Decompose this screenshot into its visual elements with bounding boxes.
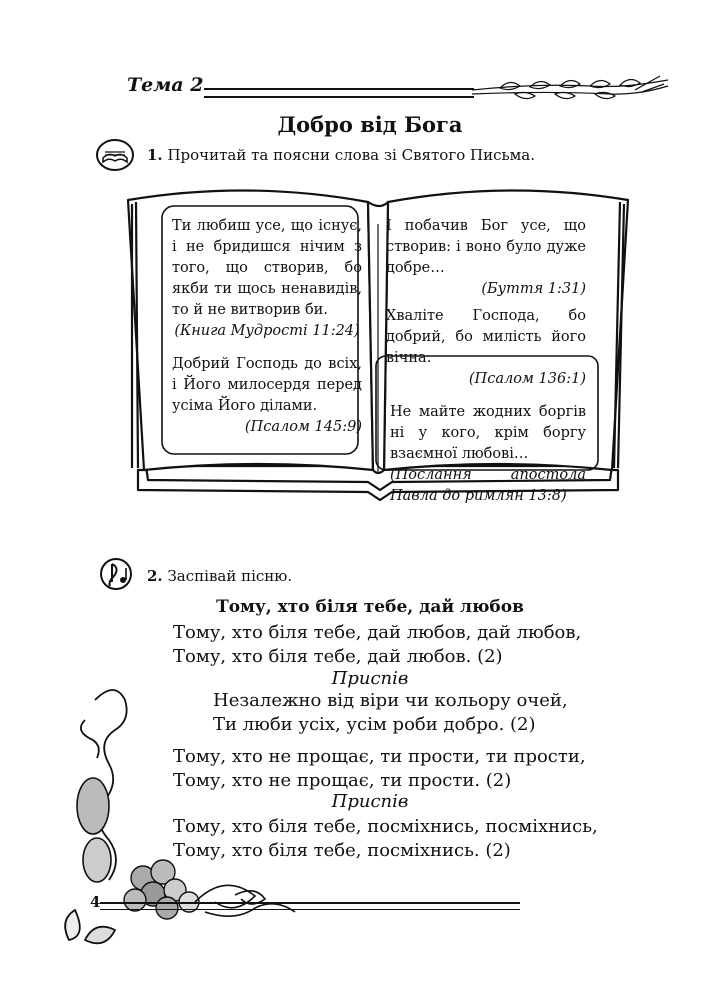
quote-genesis — [386, 216, 586, 300]
song-line: Незалежно від віри чи кольору очей, — [213, 690, 568, 711]
task-1 — [147, 146, 535, 164]
quote-reference: (Книга Мудрості 11:24) — [174, 323, 360, 339]
book-right-page — [386, 216, 586, 507]
task-2-number: 2. — [147, 567, 163, 585]
song-line: Тому, хто не прощає, ти прости, ти прости, — [173, 746, 586, 767]
quote-text: Добрий Господь до всіх, і Його милосердя перед усіма Його ділами. — [172, 356, 362, 414]
task-2-text: Заспівай пісню. — [167, 567, 293, 585]
page-title: Добро від Бога — [277, 112, 463, 137]
music-note-icon — [98, 556, 136, 592]
song-line: Тому, хто біля тебе, посміхнись. (2) — [173, 840, 511, 861]
task-1-number: 1. — [147, 146, 163, 164]
quote-text: Ти любиш усе, що існує, і не бридишся нічим з того, що створив, бо якби ти щось ненавидів, то й не витворив би. — [172, 218, 362, 318]
quote-text: Не майте жодних боргів ні у кого, крім боргу взаємної любові… — [390, 404, 586, 462]
chorus-label: Приспів — [331, 791, 409, 812]
song-title: Тому, хто біля тебе, дай любов — [216, 597, 524, 617]
song-line: Тому, хто не прощає, ти прости. (2) — [173, 770, 512, 791]
quote-romans — [386, 402, 586, 507]
quote-text: Хваліте Господа, бо добрий, бо милість його вічна. — [386, 308, 586, 366]
book-left-page — [172, 216, 362, 438]
page-number: 4 — [90, 893, 101, 911]
song-line: Тому, хто біля тебе, дай любов. (2) — [173, 646, 503, 667]
quote-reference: (Псалом 145:9) — [244, 419, 362, 435]
wheat-decoration — [470, 70, 670, 106]
song-line: Тому, хто біля тебе, посміхнись, посміхнись, — [173, 816, 598, 837]
open-book-icon — [95, 138, 135, 172]
task-1-text: Прочитай та поясни слова зі Святого Письма. — [167, 146, 536, 164]
topic-label: Тема 2 — [127, 74, 204, 96]
song-verse-1 — [173, 621, 581, 669]
quote-wisdom — [172, 216, 362, 342]
chorus-label: Приспів — [331, 668, 409, 689]
footer-rule — [100, 902, 520, 910]
quote-psalm-136 — [386, 306, 586, 390]
quote-psalm-145 — [172, 354, 362, 438]
task-2 — [147, 567, 292, 585]
song-line: Тому, хто біля тебе, дай любов, дай любов, — [173, 622, 582, 643]
grapevine-decoration — [55, 680, 315, 960]
song-line: Ти люби усіх, усім роби добро. (2) — [213, 714, 536, 735]
quote-text: І побачив Бог усе, що створив: і воно було дуже добре… — [386, 218, 586, 276]
quote-reference: (Псалом 136:1) — [468, 371, 586, 387]
quote-reference: (Буття 1:31) — [481, 281, 586, 297]
quote-reference: (Послання апостола Павла до римлян 13:8) — [390, 467, 586, 504]
header-rule — [204, 88, 474, 98]
